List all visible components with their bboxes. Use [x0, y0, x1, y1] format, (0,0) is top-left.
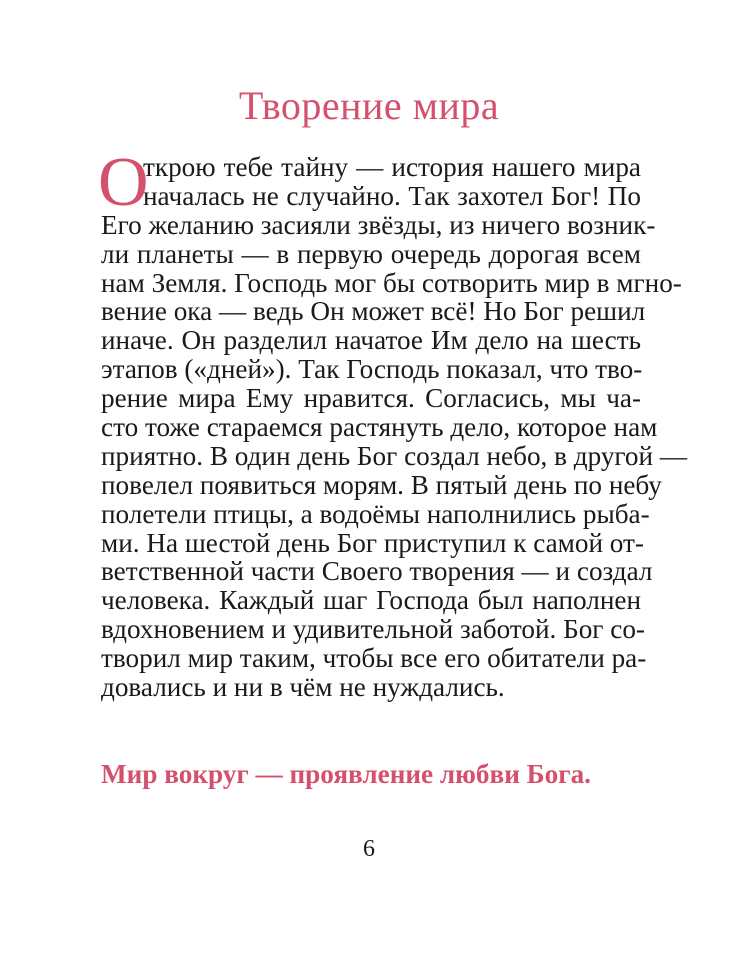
- text-line: приятно. В один день Бог создал небо, в другой —: [101, 440, 688, 471]
- text-line: этапов («дней»). Так Господь показал, что тво-: [101, 354, 643, 385]
- moral-statement: Мир вокруг — проявление любви Бога.: [101, 759, 591, 789]
- drop-cap: О: [98, 144, 149, 221]
- text-line: иначе. Он разделил начатое Им дело на шесть: [101, 325, 641, 356]
- text-line: нам Земля. Господь мог бы сотворить мир в мгно-: [101, 267, 682, 298]
- text-line: вение ока — ведь Он может всё! Но Бог решил: [101, 296, 646, 327]
- text-line: началась не случайно. Так захотел Бог! По: [143, 180, 641, 211]
- text-line: ткрою тебе тайну — история нашего мира: [143, 152, 641, 182]
- text-line: ми. На шестой день Бог приступил к самой от-: [101, 527, 644, 558]
- story-text: [98, 144, 688, 703]
- text-line: человека. Каждый шаг Господа был наполнен: [101, 585, 641, 616]
- text-line: довались и ни в чём не нуждались.: [101, 672, 505, 703]
- page-number: 6: [363, 836, 375, 862]
- text-line: ветственной части Своего творения — и создал: [101, 556, 653, 587]
- text-line: сто тоже стараемся растянуть дело, которое нам: [101, 412, 658, 443]
- text-line: Его желанию засияли звёзды, из ничего возник-: [101, 209, 656, 240]
- page-title: Творение мира: [238, 83, 500, 128]
- text-line: полетели птицы, а водоёмы наполнились рыба-: [101, 498, 650, 529]
- text-line: рение мира Ему нравится. Согласись, мы ча-: [101, 383, 641, 414]
- text-line: ли планеты — в первую очередь дорогая всем: [101, 238, 641, 269]
- text-line: творил мир таким, чтобы все его обитатели ра-: [101, 643, 647, 674]
- text-line: вдохновением и удивительной заботой. Бог со-: [101, 614, 645, 645]
- text-line: повелел появиться морям. В пятый день по небу: [101, 469, 662, 500]
